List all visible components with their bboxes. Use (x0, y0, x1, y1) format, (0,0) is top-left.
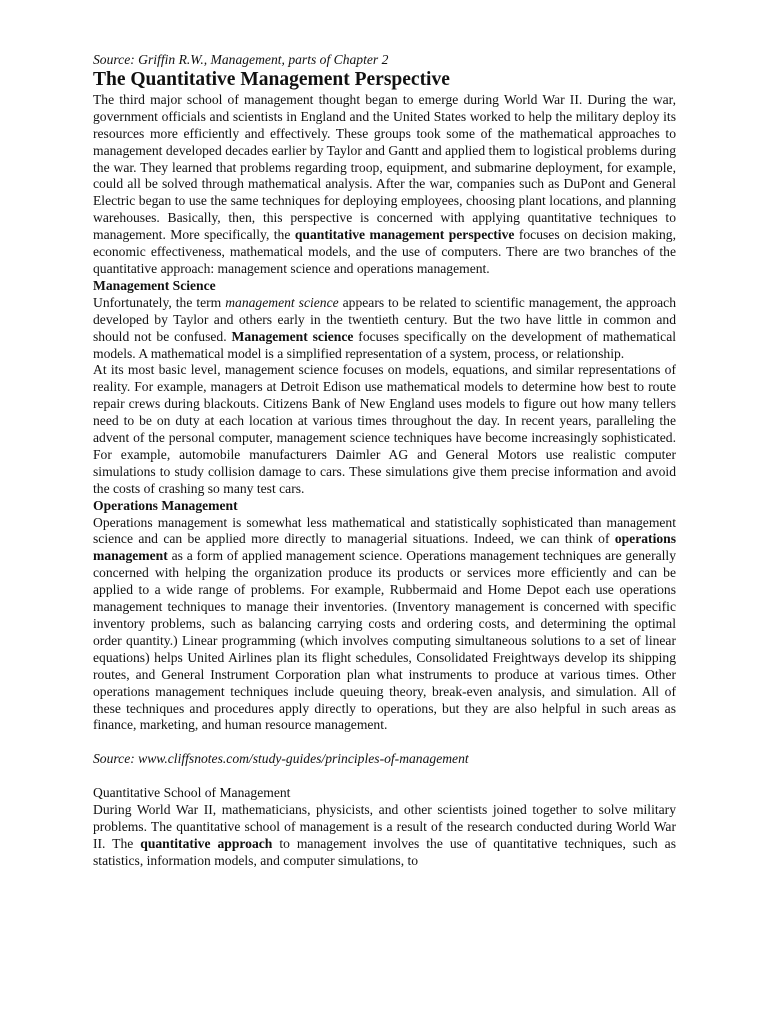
bold-term: operations management (93, 531, 676, 564)
text-run: focuses on decision making, economic effectiveness, mathematical models, and the use of computers. There are two branches of the quantitative approach: management science and operations management. (93, 227, 677, 276)
spacer (93, 768, 676, 785)
bold-term: Management science (231, 328, 354, 344)
management-science-paragraph-1 (93, 295, 676, 363)
text-run: as a form of applied management science. Operations management techniques are generally concerned with helping the organization produce its products or services more efficiently and can be applied to a wide range of problems. For example, Rubbermaid and Home Depot each use operations management techniques to manage their inventories. (Inventory management is concerned with specific inventory problems, such as balancing carrying costs and ordering costs, and determining the optimal order quantity.) Linear programming (which involves computing simultaneous solutions to a set of linear equations) helps United Airlines plan its flight schedules, Consolidated Freightways develop its shipping routes, and General Instrument Corporation plan what instruments to produce at various times. Other operations management techniques include queuing theory, break-even analysis, and simulation. All of these techniques and procedures apply directly to operations, but they are also helpful in such areas as finance, marketing, and human resource management. (93, 548, 676, 733)
quantitative-school-paragraph (93, 802, 676, 870)
operations-management-paragraph (93, 515, 676, 735)
text-run: to management involves the use of quantitative techniques, such as statistics, information models, and computer simulations, to (93, 835, 677, 868)
heading-quantitative-school: Quantitative School of Management (93, 785, 291, 801)
text-run: The third major school of management thought began to emerge during World War II. During the war, government officials and scientists in England and the United States worked to help the military deploy its resources more efficiently and effectively. These groups took some of the mathematical approaches to management developed decades earlier by Taylor and Gantt and applied them to logistical problems during the war. They learned that problems regarding troop, equipment, and submarine deployment, for example, could all be solved through mathematical analysis. After the war, companies such as DuPont and General Electric began to use the same techniques for deploying employees, choosing plant locations, and planning warehouses. Basically, then, this perspective is concerned with applying quantitative techniques to management. More specifically, the (93, 91, 676, 243)
text-run: During World War II, mathematicians, physicists, and other scientists joined together to solve military problems. The quantitative school of management is a result of the research conducted during World War II. The (93, 802, 676, 851)
text-run: appears to be related to scientific management, the approach developed by Taylor and others early in the twentieth century. But the two have little in common and should not be confused. (93, 294, 676, 344)
italic-term: management science (225, 294, 339, 310)
page-title: The Quantitative Management Perspective (93, 68, 450, 90)
management-science-paragraph-2: At its most basic level, management science focuses on models, equations, and similar representations of reality. For example, managers at Detroit Edison use mathematical models to determine how best to route repair crews during blackouts. Citizens Bank of New England uses models to figure out how many tellers need to be on duty at each location at various times throughout the day. In recent years, paralleling the advent of the personal computer, management science techniques have become increasingly sophisticated. For example, automobile manufacturers Daimler AG and General Motors use realistic computer simulations to study collision damage to cars. These simulations give them precise information and avoid the costs of crashing so many test cars. (93, 362, 676, 496)
bold-term: quantitative management perspective (294, 227, 515, 243)
text-run: Operations management is somewhat less mathematical and statistically sophisticated than management science and can be applied more directly to managerial situations. Indeed, we can think of (93, 514, 676, 547)
heading-operations-management: Operations Management (93, 497, 238, 513)
source-citation-cliffsnotes: Source: www.cliffsnotes.com/study-guides/principles-of-management (93, 751, 469, 767)
text-run: Unfortunately, the term (93, 294, 226, 310)
document-page (93, 52, 676, 870)
heading-management-science: Management Science (93, 277, 216, 293)
source-citation-griffin: Source: Griffin R.W., Management, parts of Chapter 2 (93, 52, 389, 67)
text-run: focuses specifically on the development of mathematical models. A mathematical model is a simplified representation of a system, process, or relationship. (93, 328, 676, 361)
bold-term: quantitative approach (140, 835, 273, 851)
spacer (93, 734, 676, 751)
intro-paragraph (93, 92, 676, 278)
